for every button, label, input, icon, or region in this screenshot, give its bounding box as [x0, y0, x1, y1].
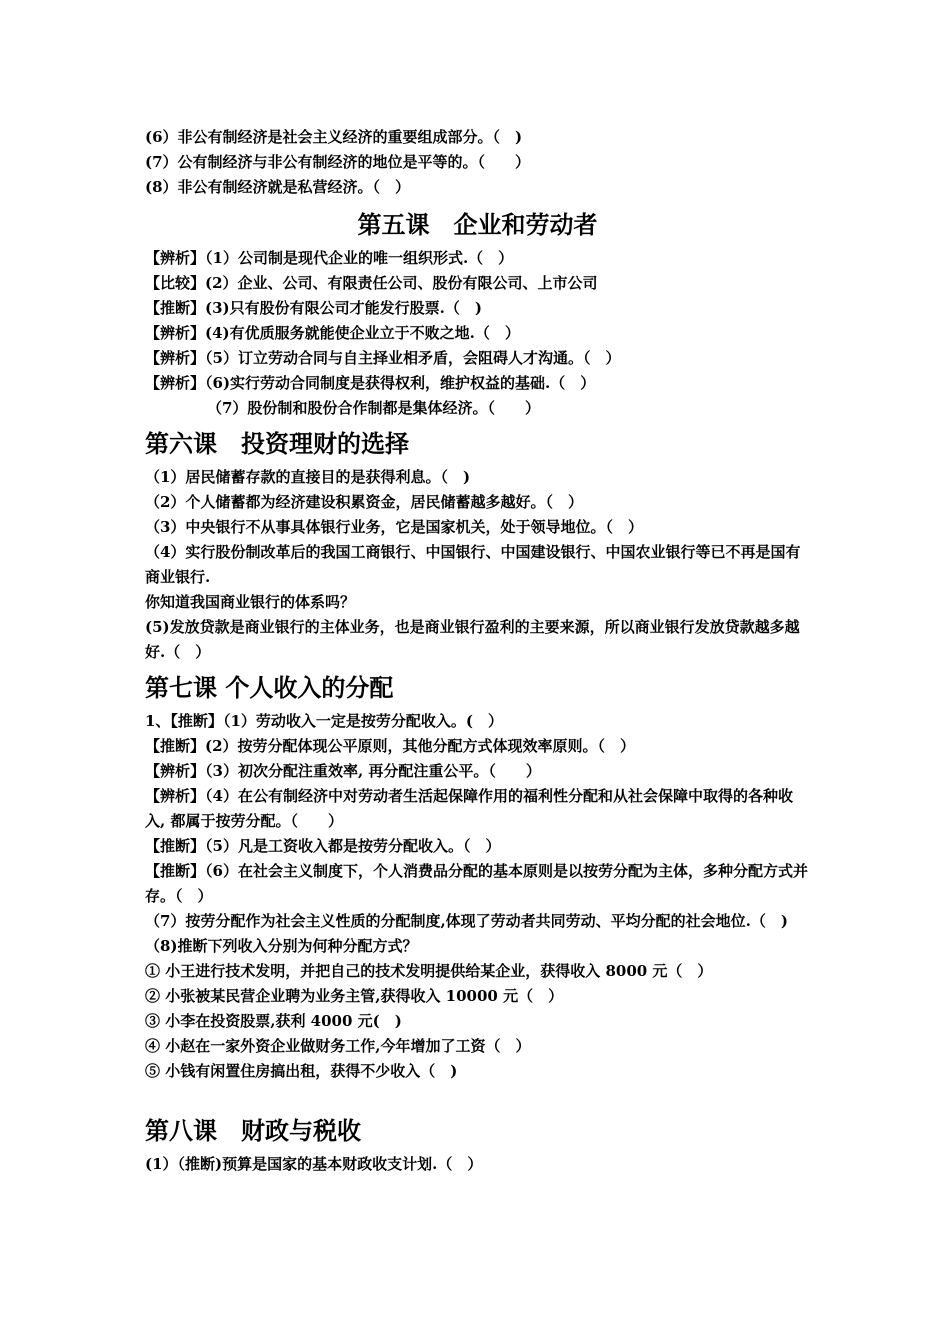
question-line: 1、【推断】（1）劳动收入一定是按劳分配收入。( ）	[145, 712, 503, 730]
spacer	[145, 1084, 810, 1108]
lesson-6-heading: 第六课 投资理财的选择	[145, 429, 409, 458]
question-line: 【辨析】（6)实行劳动合同制度是获得权利，维护权益的基础.（ ）	[145, 374, 596, 392]
question-paragraph: （4）实行股份制改革后的我国工商银行、中国银行、中国建设银行、中国农业银行等已不再是国有商业银行.	[145, 543, 801, 586]
question-line: (7）公有制经济与非公有制经济的地位是平等的。（ ）	[145, 153, 531, 171]
question-line: （2）个人储蓄都为经济建设积累资金，居民储蓄越多越好。（ ）	[145, 493, 583, 511]
question-line: ② 小张被某民营企业聘为业务主管,获得收入 10000 元（ ）	[145, 987, 564, 1005]
question-line: ④ 小赵在一家外资企业做财务工作,今年增加了工资（ ）	[145, 1037, 531, 1055]
question-line: (6）非公有制经济是社会主义经济的重要组成部分。（ )	[145, 128, 523, 146]
question-line: （3）中央银行不从事具体银行业务，它是国家机关，处于领导地位。（ ）	[145, 518, 643, 536]
question-line: 【辨析】（5）订立劳动合同与自主择业相矛盾，会阻碍人才沟通。（ ）	[145, 349, 621, 367]
question-line: （1）居民储蓄存款的直接目的是获得利息。（ )	[145, 468, 471, 486]
question-paragraph: （7）按劳分配作为社会主义性质的分配制度,体现了劳动者共同劳动、平均分配的社会地位.（ )	[145, 912, 788, 930]
question-line: （7）股份制和股份合作制都是集体经济。（ ）	[207, 399, 540, 417]
question-line: 【比较】(2）企业、公司、有限责任公司、股份有限公司、上市公司	[145, 274, 598, 292]
question-line: 【推断】(3)只有股份有限公司才能发行股票.（ )	[145, 299, 482, 317]
document-body	[145, 125, 810, 1177]
question-line: 【辨析】（3）初次分配注重效率, 再分配注重公平。（ ）	[145, 762, 541, 780]
lesson-5-heading: 第五课 企业和劳动者	[357, 210, 598, 239]
question-line: 【推断】(2）按劳分配体现公平原则，其他分配方式体现效率原则。（ ）	[145, 737, 636, 755]
question-paragraph: (5)发放贷款是商业银行的主体业务，也是商业银行盈利的主要来源，所以商业银行发放贷款越多越好.（ ）	[145, 618, 800, 661]
lesson-8-heading: 第八课 财政与税收	[145, 1116, 361, 1145]
question-line: ① 小王进行技术发明，并把自己的技术发明提供给某企业，获得收入 8000 元（ ）	[145, 962, 713, 980]
question-paragraph: 【推断】（6）在社会主义制度下，个人消费品分配的基本原则是以按劳分配为主体，多种分配方式并存。（ ）	[145, 862, 808, 905]
question-line: 你知道我国商业银行的体系吗？	[145, 593, 356, 611]
question-line: ③ 小李在投资股票,获利 4000 元( )	[145, 1012, 402, 1030]
question-line: (8）非公有制经济就是私营经济。（ ）	[145, 178, 411, 196]
lesson-7-heading: 第七课 个人收入的分配	[145, 673, 394, 702]
question-line: （8)推断下列收入分别为何种分配方式？	[145, 937, 418, 955]
question-line: 【辨析】(4)有优质服务就能使企业立于不败之地.（ ）	[145, 324, 520, 342]
question-line: ⑤ 小钱有闲置住房搞出租，获得不少收入（ )	[145, 1062, 458, 1080]
question-line: 【辨析】（1）公司制是现代企业的唯一组织形式.（ ）	[145, 249, 514, 267]
question-line: 【推断】（5）凡是工资收入都是按劳分配收入。（ ）	[145, 837, 501, 855]
question-line: (1）（推断)预算是国家的基本财政收支计划.（ ）	[145, 1155, 483, 1173]
question-paragraph: 【辨析】（4）在公有制经济中对劳动者生活起保障作用的福利性分配和从社会保障中取得的各种收入, 都属于按劳分配。（ ）	[145, 787, 793, 830]
